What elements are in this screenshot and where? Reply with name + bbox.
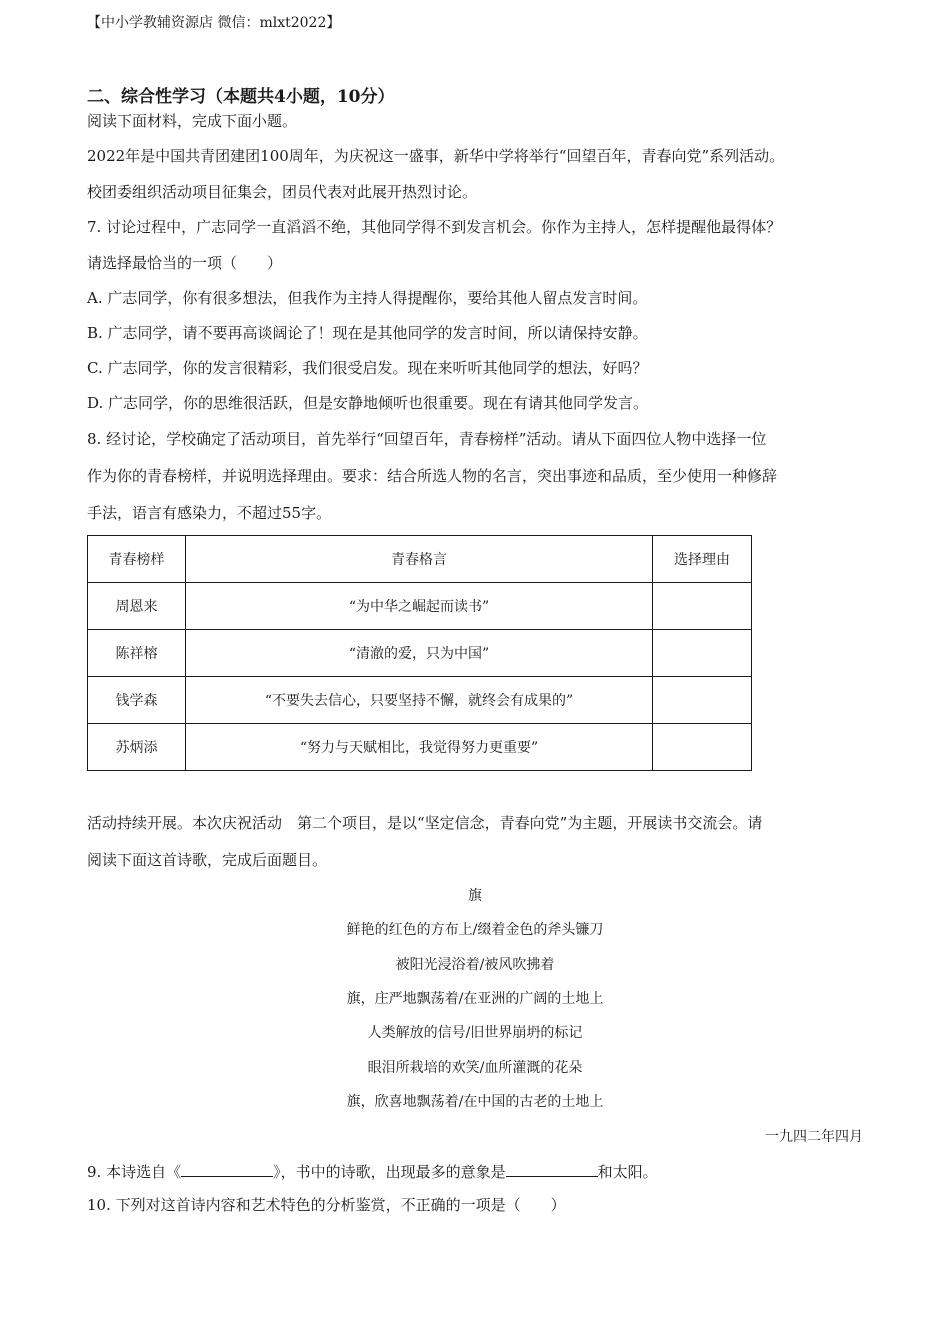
role-model-table <box>87 535 752 771</box>
table-cell-motto: “为中华之崛起而读书” <box>186 583 653 630</box>
table-header-cell: 青春格言 <box>186 536 653 583</box>
q9-blank-image[interactable] <box>506 1160 598 1177</box>
table-cell-name: 陈祥榕 <box>88 630 186 677</box>
q9-text: 》，书中的诗歌，出现最多的意象是 <box>273 1163 506 1181</box>
table-cell-motto: “不要失去信心，只要坚持不懈，就终会有成果的” <box>186 677 653 724</box>
poem-line: 眼泪所栽培的欢笑/血所灌溉的花朵 <box>367 1060 583 1076</box>
table-row <box>88 677 752 724</box>
table-cell-name: 苏炳添 <box>88 724 186 771</box>
table-cell-reason[interactable] <box>653 583 752 630</box>
q8-stem: 作为你的青春榜样，并说明选择理由。要求：结合所选人物的名言，突出事迹和品质，至少使用一种修辞 <box>87 467 778 485</box>
activity-line: 阅读下面这首诗歌，完成后面题目。 <box>87 851 328 869</box>
table-header-row <box>88 536 752 583</box>
q7-stem: 请选择最恰当的一项（ ） <box>87 254 283 272</box>
poem-line: 人类解放的信号/旧世界崩坍的标记 <box>367 1025 583 1041</box>
poem-title: 旗 <box>468 888 482 904</box>
section-title: 二、综合性学习（本题共4小题，10分） <box>87 87 395 107</box>
table-cell-reason[interactable] <box>653 677 752 724</box>
q7-option-c: C. 广志同学，你的发言很精彩，我们很受启发。现在来听听其他同学的想法，好吗？ <box>87 359 648 377</box>
table-row <box>88 583 752 630</box>
q7-stem: 7. 讨论过程中，广志同学一直滔滔不绝，其他同学得不到发言机会。你作为主持人，怎样提醒他最得体？ <box>87 218 782 236</box>
poem-date: 一九四二年四月 <box>765 1129 863 1145</box>
poem-line: 旗，庄严地飘荡着/在亚洲的广阔的土地上 <box>346 991 604 1007</box>
table-row <box>88 724 752 771</box>
q9-text: 9. 本诗选自《 <box>87 1163 182 1181</box>
q9-stem <box>87 1160 658 1182</box>
poem-line: 旗，欣喜地飘荡着/在中国的古老的土地上 <box>346 1094 604 1110</box>
table-cell-motto: “清澈的爱，只为中国” <box>186 630 653 677</box>
table-header-cell: 青春榜样 <box>88 536 186 583</box>
table-row <box>88 630 752 677</box>
q7-option-d: D. 广志同学，你的思维很活跃，但是安静地倾听也很重要。现在有请其他同学发言。 <box>87 394 649 412</box>
poem-line: 被阳光浸浴着/被风吹拂着 <box>395 957 555 973</box>
q7-option-b: B. 广志同学，请不要再高谈阔论了！现在是其他同学的发言时间，所以请保持安静。 <box>87 324 648 342</box>
table-cell-motto: “努力与天赋相比，我觉得努力更重要” <box>186 724 653 771</box>
page-header: 【中小学教辅资源店 微信：mlxt2022】 <box>87 15 341 31</box>
table-cell-name: 周恩来 <box>88 583 186 630</box>
q9-blank-book[interactable] <box>181 1160 273 1177</box>
intro-line: 2022年是中国共青团建团100周年，为庆祝这一盛事，新华中学将举行“回望百年，青春向党”系列活动。 <box>87 147 785 165</box>
q8-stem: 手法，语言有感染力，不超过55字。 <box>87 504 332 522</box>
table-cell-name: 钱学森 <box>88 677 186 724</box>
intro-line: 阅读下面材料，完成下面小题。 <box>87 112 298 130</box>
q9-text: 和太阳。 <box>597 1163 658 1181</box>
table-header-cell: 选择理由 <box>653 536 752 583</box>
q8-stem: 8. 经讨论，学校确定了活动项目，首先举行“回望百年，青春榜样”活动。请从下面四位人物中选择一位 <box>87 430 767 448</box>
table-cell-reason[interactable] <box>653 724 752 771</box>
activity-line: 活动持续开展。本次庆祝活动 第二个项目，是以“坚定信念，青春向党”为主题，开展读书交流会。请 <box>87 814 763 832</box>
intro-line: 校团委组织活动项目征集会，团员代表对此展开热烈讨论。 <box>87 183 478 201</box>
q10-stem: 10. 下列对这首诗内容和艺术特色的分析鉴赏，不正确的一项是（ ） <box>87 1196 566 1214</box>
poem-line: 鲜艳的红色的方布上/缀着金色的斧头镰刀 <box>346 922 604 938</box>
q7-option-a: A. 广志同学，你有很多想法，但我作为主持人得提醒你，要给其他人留点发言时间。 <box>87 289 648 307</box>
table-cell-reason[interactable] <box>653 630 752 677</box>
